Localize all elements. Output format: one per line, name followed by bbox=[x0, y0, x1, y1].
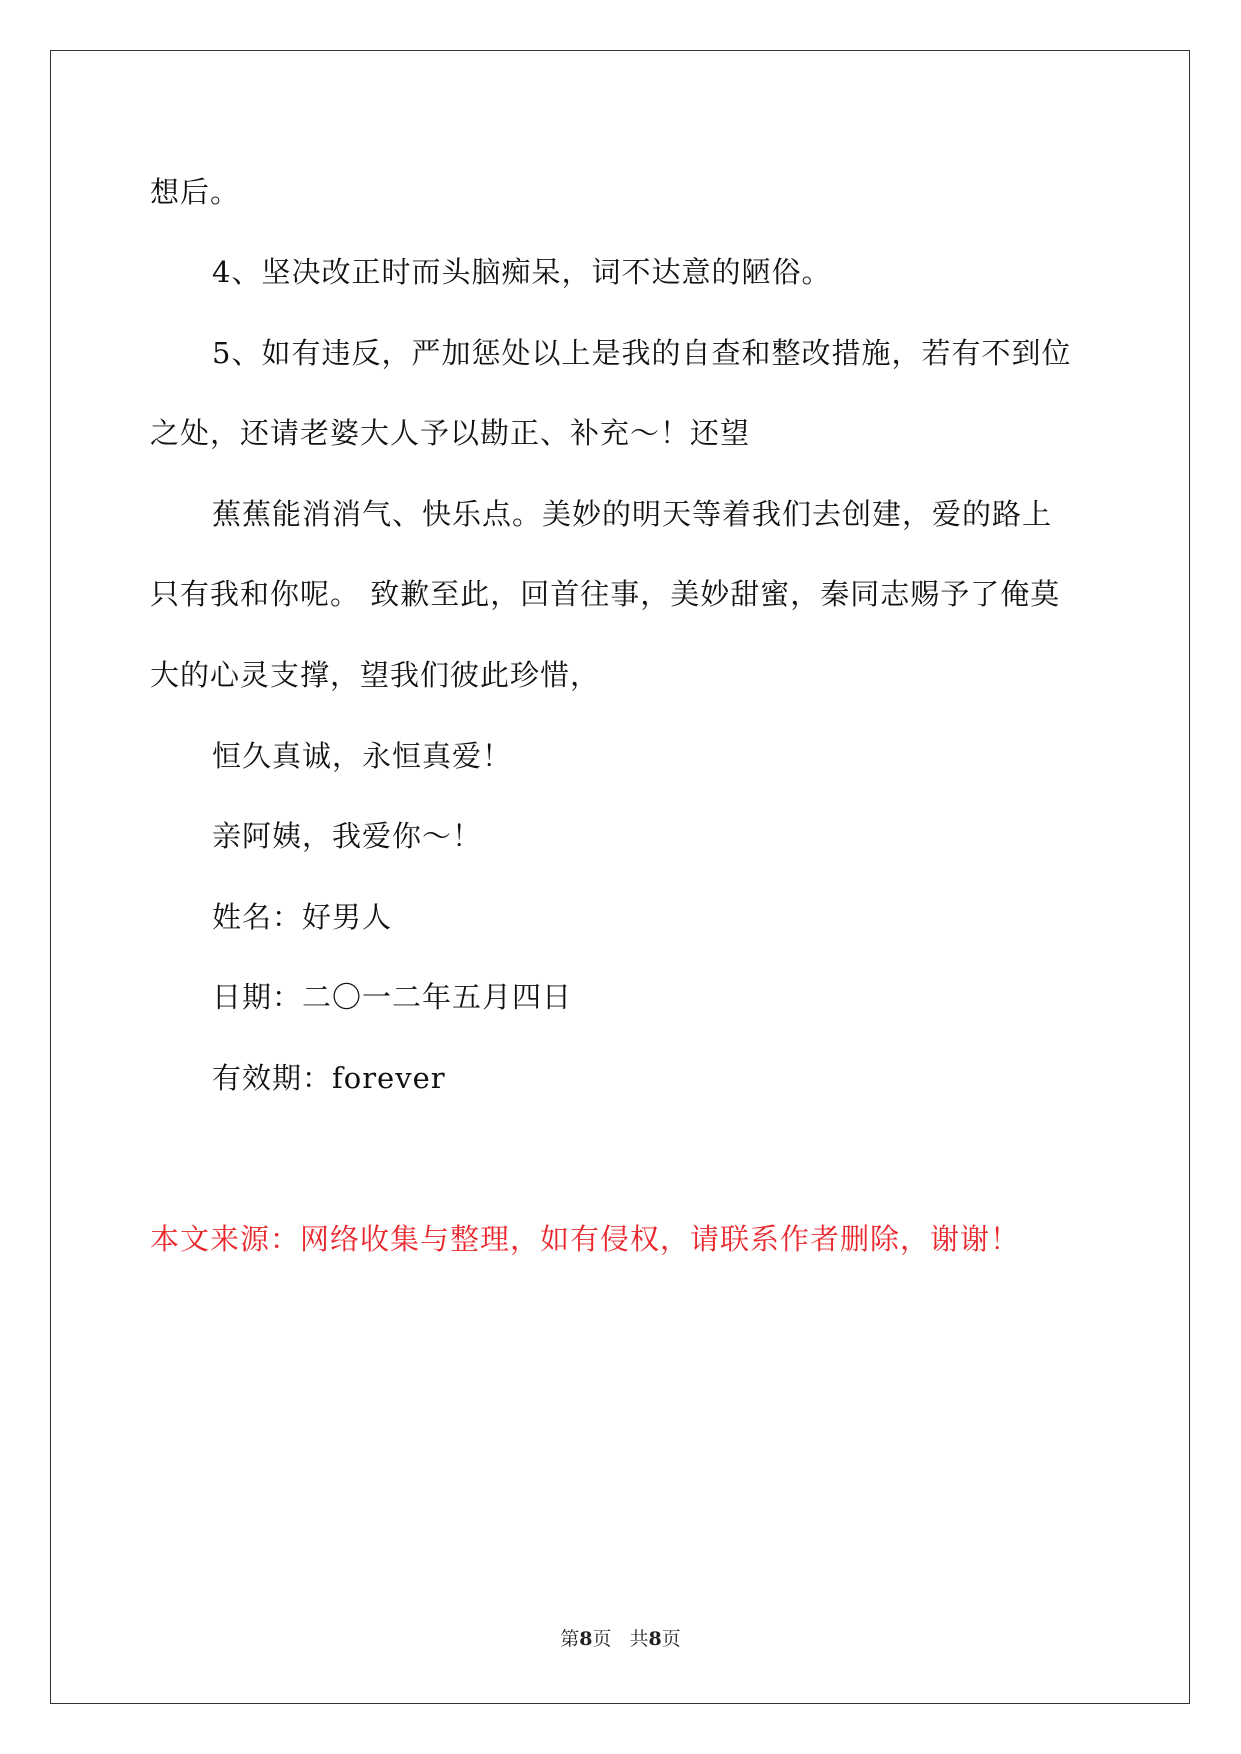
source-note: 本文来源：网络收集与整理，如有侵权，请联系作者删除，谢谢！ bbox=[150, 1222, 1021, 1256]
paragraph-line: 之处，还请老婆大人予以勘正、补充～！还望 bbox=[150, 416, 751, 450]
paragraph-line: 只有我和你呢。 致歉至此，回首往事，美妙甜蜜，秦同志赐予了俺莫 bbox=[150, 577, 1061, 611]
page-footer bbox=[0, 1624, 1241, 1651]
paragraph-line: 恒久真诚，永恒真爱！ bbox=[212, 739, 513, 773]
validity-period: 有效期：forever bbox=[212, 1061, 446, 1095]
total-pages: 8 bbox=[648, 1628, 662, 1650]
paragraph-line: 亲阿姨，我爱你～！ bbox=[212, 819, 483, 853]
paragraph-line: 4、坚决改正时而头脑痴呆，词不达意的陋俗。 bbox=[212, 255, 832, 289]
page-prefix: 第 bbox=[560, 1628, 580, 1650]
paragraph-line: 5、如有违反，严加惩处以上是我的自查和整改措施，若有不到位 bbox=[212, 336, 1072, 370]
total-suffix: 页 bbox=[661, 1628, 681, 1650]
page-suffix: 页 bbox=[592, 1628, 612, 1650]
total-prefix: 共 bbox=[629, 1628, 649, 1650]
signature-name: 姓名：好男人 bbox=[212, 900, 393, 934]
signature-date: 日期：二〇一二年五月四日 bbox=[212, 980, 573, 1014]
paragraph-line: 大的心灵支撑，望我们彼此珍惜， bbox=[150, 658, 601, 692]
paragraph-line: 蕉蕉能消消气、快乐点。美妙的明天等着我们去创建，爱的路上 bbox=[212, 497, 1053, 531]
paragraph-line: 想后。 bbox=[150, 175, 241, 209]
page-number: 8 bbox=[579, 1628, 593, 1650]
page-border bbox=[50, 50, 1190, 1704]
